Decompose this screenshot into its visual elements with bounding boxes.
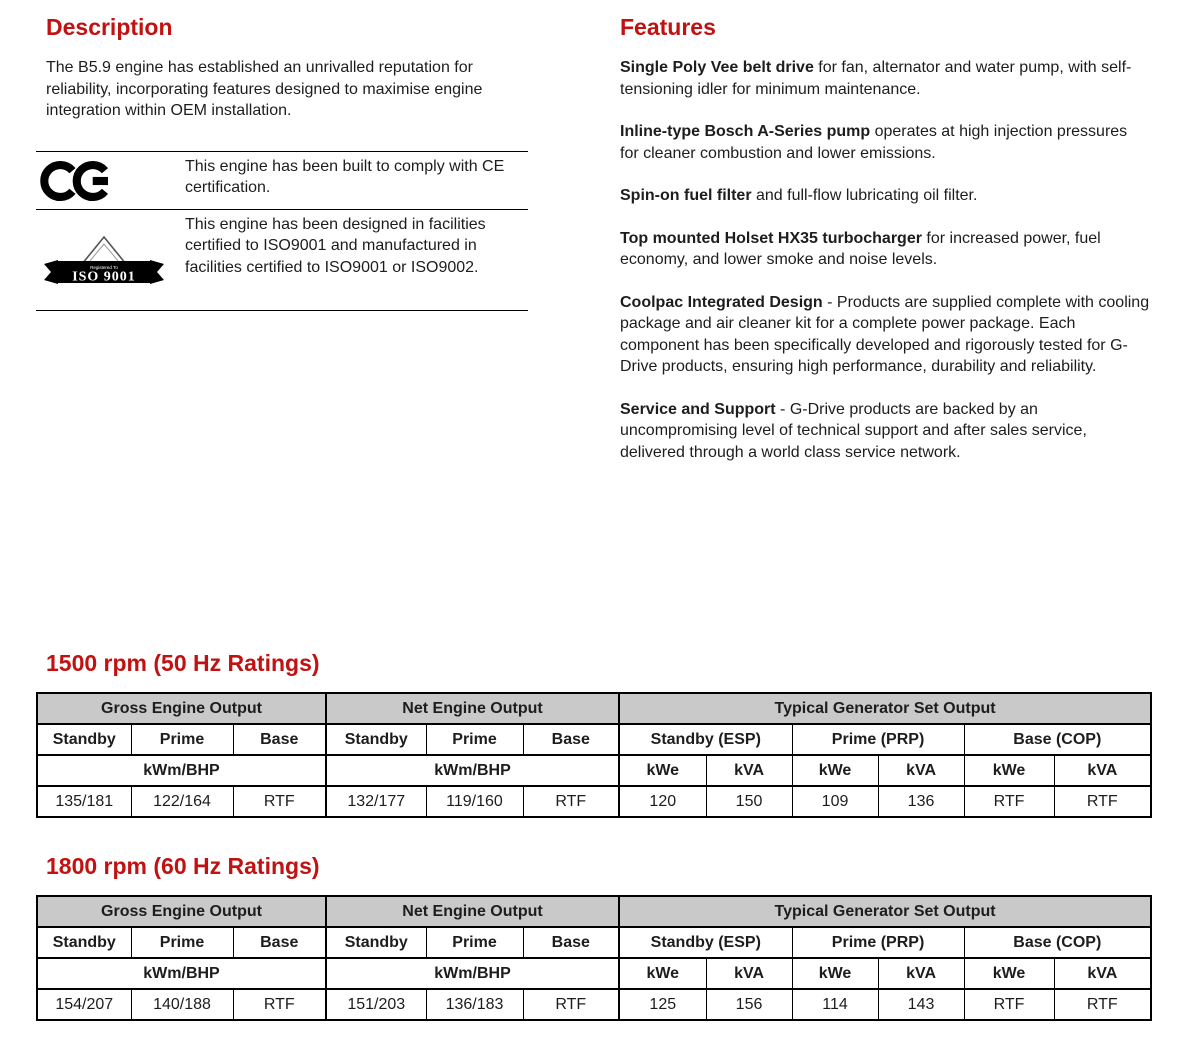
- feature-lead: Service and Support: [620, 400, 776, 418]
- value-cell: 143: [878, 989, 964, 1020]
- iso-badge-label: ISO 9001: [72, 269, 136, 284]
- feature-text: for fan, alternator and water pump, with self-tensioning idler for minimum maintenance.: [620, 59, 1132, 98]
- feature-lead: Single Poly Vee belt drive: [620, 59, 814, 76]
- features-section: [620, 14, 1150, 484]
- column-header: Standby (ESP): [619, 927, 792, 958]
- column-header-row: [37, 724, 1151, 755]
- units-cell: kWe: [964, 755, 1054, 786]
- units-cell: kWm/BHP: [37, 755, 326, 786]
- column-header: Prime: [426, 927, 523, 958]
- units-cell: kWe: [619, 755, 706, 786]
- feature-lead: Coolpac Integrated Design: [620, 293, 823, 311]
- units-cell: kWe: [792, 755, 878, 786]
- value-cell: RTF: [964, 989, 1054, 1020]
- values-row: [37, 786, 1151, 817]
- units-row: [37, 755, 1151, 786]
- value-cell: 136: [878, 786, 964, 817]
- feature-lead: Top mounted Holset HX35 turbocharger: [620, 229, 922, 247]
- feature-item: [620, 228, 1150, 271]
- units-cell: kWe: [619, 958, 706, 989]
- column-header-row: [37, 927, 1151, 958]
- feature-item: [620, 292, 1150, 378]
- feature-text: and full-flow lubricating oil filter.: [751, 187, 978, 204]
- column-header: Standby: [37, 927, 131, 958]
- description-body: The B5.9 engine has established an unrivalled reputation for reliability, incorporating features designed to maximise engine integration within OEM installation.: [46, 59, 483, 119]
- value-cell: 151/203: [326, 989, 426, 1020]
- ratings-section-50hz: [36, 650, 1152, 818]
- ratings-section-60hz: [36, 853, 1152, 1021]
- value-cell: 125: [619, 989, 706, 1020]
- ratings-table-50hz: [36, 692, 1152, 818]
- feature-lead: Spin-on fuel filter: [620, 187, 752, 204]
- feature-item: [620, 399, 1150, 464]
- column-header: Base (COP): [964, 927, 1151, 958]
- group-header: Typical Generator Set Output: [619, 896, 1151, 927]
- certification-block: [36, 151, 528, 311]
- column-header: Prime (PRP): [792, 927, 964, 958]
- description-title: Description: [46, 14, 173, 40]
- units-cell: kVA: [1054, 958, 1151, 989]
- group-header: Gross Engine Output: [37, 896, 326, 927]
- ratings-50hz-heading: 1500 rpm (50 Hz Ratings): [46, 650, 320, 676]
- iso-certification-row: [36, 209, 528, 311]
- column-header: Prime (PRP): [792, 724, 964, 755]
- units-cell: kWe: [792, 958, 878, 989]
- ce-certification-row: [36, 151, 528, 209]
- ce-certification-text: This engine has been built to comply with CE certification.: [185, 157, 505, 196]
- value-cell: RTF: [1054, 989, 1151, 1020]
- value-cell: 150: [706, 786, 792, 817]
- units-cell: kWm/BHP: [326, 958, 619, 989]
- units-cell: kVA: [1054, 755, 1151, 786]
- value-cell: RTF: [523, 786, 619, 817]
- units-cell: kVA: [706, 755, 792, 786]
- group-header-row: [37, 693, 1151, 724]
- group-header: Net Engine Output: [326, 693, 619, 724]
- column-header: Base (COP): [964, 724, 1151, 755]
- value-cell: 114: [792, 989, 878, 1020]
- units-row: [37, 958, 1151, 989]
- value-cell: RTF: [1054, 786, 1151, 817]
- iso-logo-cell: [36, 210, 185, 310]
- value-cell: 109: [792, 786, 878, 817]
- feature-item: [620, 185, 1150, 207]
- value-cell: 135/181: [37, 786, 131, 817]
- units-cell: kVA: [706, 958, 792, 989]
- column-header: Standby (ESP): [619, 724, 792, 755]
- description-section: [36, 14, 528, 311]
- value-cell: 136/183: [426, 989, 523, 1020]
- column-header: Standby: [37, 724, 131, 755]
- column-header: Prime: [131, 724, 233, 755]
- column-header: Base: [233, 724, 326, 755]
- column-header: Standby: [326, 927, 426, 958]
- feature-text: - G-Drive products are backed by an uncompromising level of technical support and after sales service, delivered through a world class service network.: [620, 400, 1087, 461]
- column-header: Standby: [326, 724, 426, 755]
- value-cell: 120: [619, 786, 706, 817]
- iso-9001-badge-icon: [42, 234, 166, 290]
- column-header: Prime: [131, 927, 233, 958]
- group-header-row: [37, 896, 1151, 927]
- value-cell: 122/164: [131, 786, 233, 817]
- feature-text: for increased power, fuel economy, and lower smoke and noise levels.: [620, 229, 1101, 268]
- group-header: Net Engine Output: [326, 896, 619, 927]
- feature-lead: Inline-type Bosch A-Series pump: [620, 123, 871, 140]
- units-cell: kVA: [878, 755, 964, 786]
- iso-badge-microtext: Registered To: [90, 264, 118, 270]
- units-cell: kVA: [878, 958, 964, 989]
- units-cell: kWe: [964, 958, 1054, 989]
- feature-text: operates at high injection pressures for cleaner combustion and lower emissions.: [620, 123, 1128, 162]
- value-cell: RTF: [964, 786, 1054, 817]
- feature-item: [620, 121, 1150, 164]
- value-cell: RTF: [233, 989, 326, 1020]
- ratings-60hz-heading: 1800 rpm (60 Hz Ratings): [46, 853, 320, 879]
- values-row: [37, 989, 1151, 1020]
- column-header: Base: [233, 927, 326, 958]
- iso-certification-text: This engine has been designed in facilities certified to ISO9001 and manufactured in facilities certified to ISO9001 or ISO9002.: [185, 215, 486, 276]
- features-title: Features: [620, 14, 716, 40]
- value-cell: 154/207: [37, 989, 131, 1020]
- value-cell: 119/160: [426, 786, 523, 817]
- units-cell: kWm/BHP: [37, 958, 326, 989]
- column-header: Base: [523, 927, 619, 958]
- value-cell: 156: [706, 989, 792, 1020]
- ratings-table-60hz: [36, 895, 1152, 1021]
- column-header: Base: [523, 724, 619, 755]
- column-header: Prime: [426, 724, 523, 755]
- value-cell: 140/188: [131, 989, 233, 1020]
- feature-item: [620, 57, 1150, 100]
- ce-mark-icon: [40, 160, 113, 202]
- group-header: Typical Generator Set Output: [619, 693, 1151, 724]
- value-cell: RTF: [233, 786, 326, 817]
- value-cell: RTF: [523, 989, 619, 1020]
- group-header: Gross Engine Output: [37, 693, 326, 724]
- units-cell: kWm/BHP: [326, 755, 619, 786]
- feature-text: - Products are supplied complete with cooling package and air cleaner kit for a complete power package. Each component has been specifically developed and rigorously tested for G-Drive products, ensuring high performance, durability and reliability.: [620, 293, 1150, 375]
- value-cell: 132/177: [326, 786, 426, 817]
- ce-logo-cell: [36, 152, 185, 209]
